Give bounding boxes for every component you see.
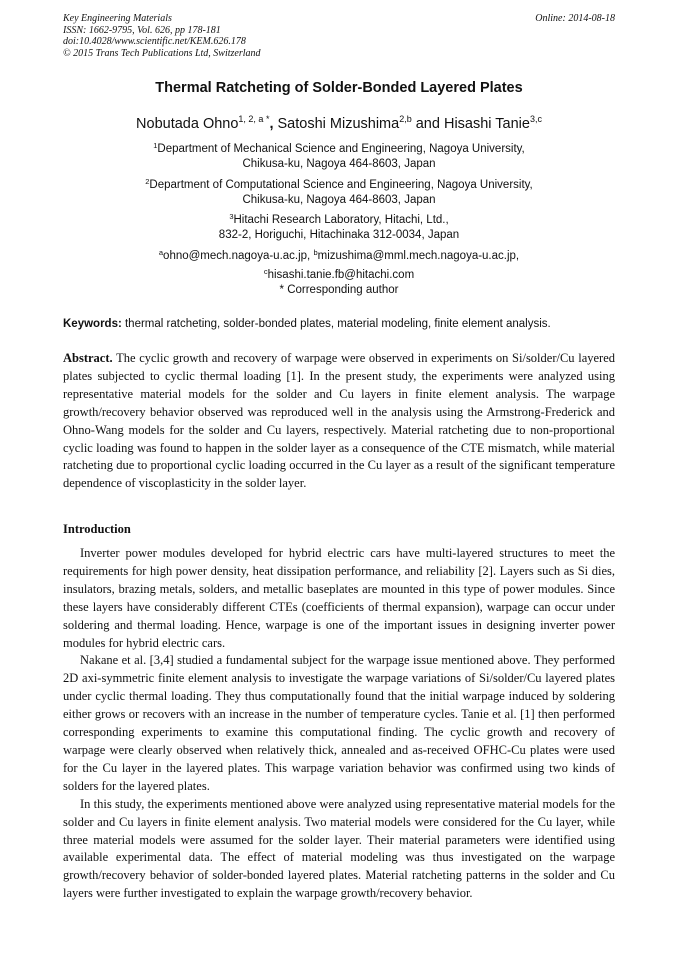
keywords-label: Keywords:	[63, 318, 122, 330]
copyright-line: © 2015 Trans Tech Publications Ltd, Switzerland	[63, 47, 261, 59]
affiliation-text: Department of Mechanical Science and Engineering, Nagoya University,	[157, 143, 525, 155]
paragraph: Inverter power modules developed for hybrid electric cars have multi-layered structures to meet the requirements for high power density, heat dissipation performance, and reliability [2]. Layers such as Si dies, insulators, brazing metals, solders, and metallic baseplates are mounted in this type of power modules. Since these layers have considerably different CTEs (coefficients of thermal expansion), warpage can occur under soldering and thermal loading. Hence, warpage is one of the important issues in designing inverter power modules for hybrid electric cars.	[63, 546, 615, 650]
keywords-line	[63, 318, 615, 330]
email-block	[0, 245, 678, 283]
doi-line: doi:10.4028/www.scientific.net/KEM.626.178	[63, 36, 246, 47]
email-link[interactable]: mizushima@mml.mech.nagoya-u.ac.jp,	[317, 250, 520, 262]
author-line	[0, 114, 678, 132]
abstract-text: The cyclic growth and recovery of warpage were observed in experiments on Si/solder/Cu layered plates subjected to cyclic thermal loading [1]. In the present study, the experiments were analyzed using representative material models for the solder and Cu layers in finite element analysis. The warpage growth/recovery behavior observed was reproduced well in the analysis using the Armstrong-Frederick and Ohno-Wang models for the solder and Cu layers, respectively. Material ratcheting due to non-proportional cyclic loading was found to happen in the solder layer as a consequence of the CTE mismatch, while material ratcheting due to proportional cyclic loading occurred in the Cu layer as a result of the significant temperature dependence of viscoplasticity in the solder layer.	[63, 351, 615, 491]
email-link[interactable]: ohno@mech.nagoya-u.ac.jp,	[163, 250, 314, 262]
affiliation-text: Department of Computational Science and Engineering, Nagoya University,	[149, 179, 533, 191]
corresponding-author: * Corresponding author	[279, 284, 399, 296]
paragraph: Nakane et al. [3,4] studied a fundamental subject for the warpage issue mentioned above. They performed 2D axi-symmetric finite element analysis to investigate the warpage variations of Si/solder/Cu layered plates under cyclic thermal loading. They thus computationally found that the initial warpage induced by soldering either grows or recovers with an increase in the number of temperature cycles. Tanie et al. [1] then performed corresponding experiments to examine this computational finding. The cyclic growth and recovery of warpage were clearly observed when relatively thick, annealed and as-received OFHC-Cu plates were used for the Cu layer in the layered plates. This warpage variation behavior was confirmed using two kinds of solders for the layered plates.	[63, 653, 615, 793]
author-separator: and	[411, 116, 444, 132]
journal-name: Key Engineering Materials	[63, 13, 172, 24]
affiliation-2	[0, 174, 678, 208]
affiliation-number: 3	[229, 212, 234, 221]
author-name: Nobutada Ohno	[136, 116, 239, 132]
abstract	[63, 350, 615, 493]
affiliation-text: Chikusa-ku, Nagoya 464-8603, Japan	[242, 158, 436, 170]
affiliation-text: Chikusa-ku, Nagoya 464-8603, Japan	[242, 194, 436, 206]
email-link[interactable]: hisashi.tanie.fb@hitachi.com	[267, 269, 415, 281]
author-superscript: 1, 2, a *	[238, 114, 270, 124]
affiliation-1	[0, 138, 678, 172]
paper-title: Thermal Ratcheting of Solder-Bonded Layered Plates	[155, 80, 523, 96]
author-separator: ,	[269, 116, 278, 132]
email-superscript: a	[158, 248, 164, 257]
author-name: Hisashi Tanie	[443, 116, 530, 132]
affiliation-text: Hitachi Research Laboratory, Hitachi, Ltd.,	[233, 214, 449, 226]
paragraph: In this study, the experiments mentioned above were analyzed using representative material models for the solder and Cu layers in finite element analysis. Two material models were considered for the Cu layer, while three material models were assumed for the solder layer. Their material parameters were identified using available experimental data. The effect of material modeling was thus investigated on the warpage growth/recovery behavior of solder-bonded layered plates. Material ratcheting patterns in the solder and Cu layers were further investigated to explain the warpage growth/recovery behavior.	[63, 796, 615, 901]
affiliation-number: 1	[153, 141, 158, 150]
author-superscript: 3,c	[529, 114, 542, 124]
abstract-label: Abstract.	[63, 351, 113, 365]
affiliation-number: 2	[145, 177, 150, 186]
keywords-text: thermal ratcheting, solder-bonded plates, material modeling, finite element analysis.	[121, 318, 551, 330]
affiliation-text: 832-2, Horiguchi, Hitachinaka 312-0034, Japan	[218, 229, 460, 241]
issn-line: ISSN: 1662-9795, Vol. 626, pp 178-181	[63, 24, 221, 36]
online-date: Online: 2014-08-18	[535, 13, 615, 24]
email-superscript: c	[263, 267, 268, 276]
affiliation-3	[0, 209, 678, 243]
introduction-body	[63, 545, 615, 903]
author-name: Satoshi Mizushima	[277, 116, 400, 132]
section-heading: Introduction	[63, 522, 131, 536]
journal-header	[63, 13, 615, 59]
author-superscript: 2,b	[399, 114, 412, 124]
email-superscript: b	[313, 248, 318, 257]
